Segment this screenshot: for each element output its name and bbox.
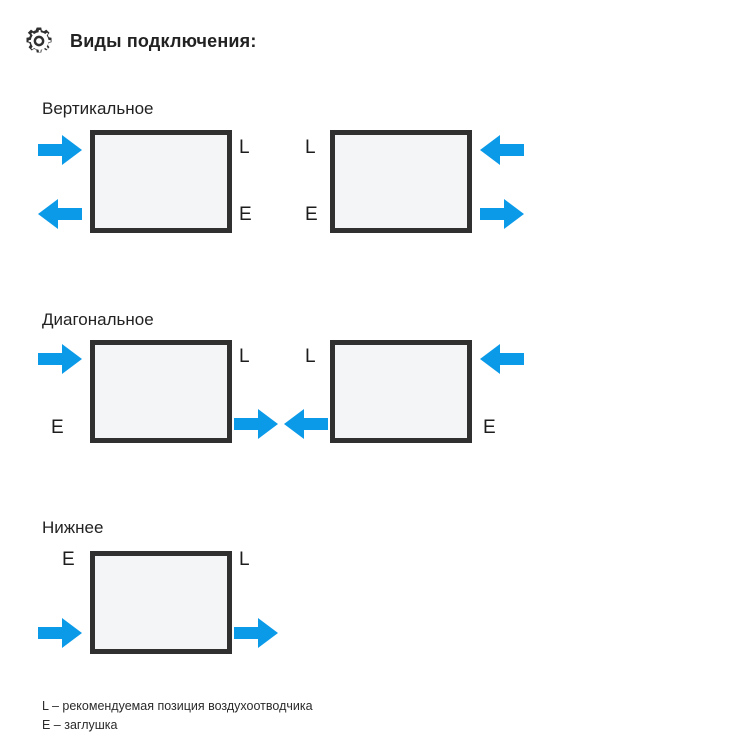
- legend-line-l: L – рекомендуемая позиция воздухоотводчика: [42, 699, 313, 713]
- section-title-vertical: Вертикальное: [42, 99, 154, 118]
- arrow-left-in-bottom: [38, 618, 82, 648]
- arrow-right-in-top: [480, 344, 524, 374]
- section-title-bottom: Нижнее: [42, 518, 104, 537]
- arrow-left-in-top: [38, 344, 82, 374]
- arrow-left-in-top: [38, 135, 82, 165]
- port-label-e: E: [483, 417, 496, 438]
- legend: [42, 697, 313, 735]
- legend-line-e: E – заглушка: [42, 718, 118, 732]
- port-label-l: L: [239, 137, 250, 158]
- port-label-e: E: [305, 204, 318, 225]
- port-label-l: L: [305, 137, 316, 158]
- radiator-body: [330, 130, 472, 233]
- port-label-e: E: [62, 549, 75, 570]
- port-label-l: L: [239, 346, 250, 367]
- header: [24, 26, 257, 56]
- section-title-diagonal: Диагональное: [42, 310, 154, 329]
- arrow-right-out-bottom: [234, 409, 278, 439]
- radiator-body: [90, 130, 232, 233]
- arrow-right-in-top: [480, 135, 524, 165]
- port-label-e: E: [51, 417, 64, 438]
- arrow-left-in-bottom: [284, 409, 328, 439]
- gear-icon: [24, 26, 54, 56]
- radiator-body: [90, 551, 232, 654]
- port-label-l: L: [239, 549, 250, 570]
- arrow-right-out-bottom: [234, 618, 278, 648]
- port-label-l: L: [305, 346, 316, 367]
- radiator-body: [90, 340, 232, 443]
- arrow-right-out-bottom: [480, 199, 524, 229]
- radiator-body: [330, 340, 472, 443]
- page-title: Виды подключения:: [70, 30, 257, 51]
- arrow-left-out-bottom: [38, 199, 82, 229]
- port-label-e: E: [239, 204, 252, 225]
